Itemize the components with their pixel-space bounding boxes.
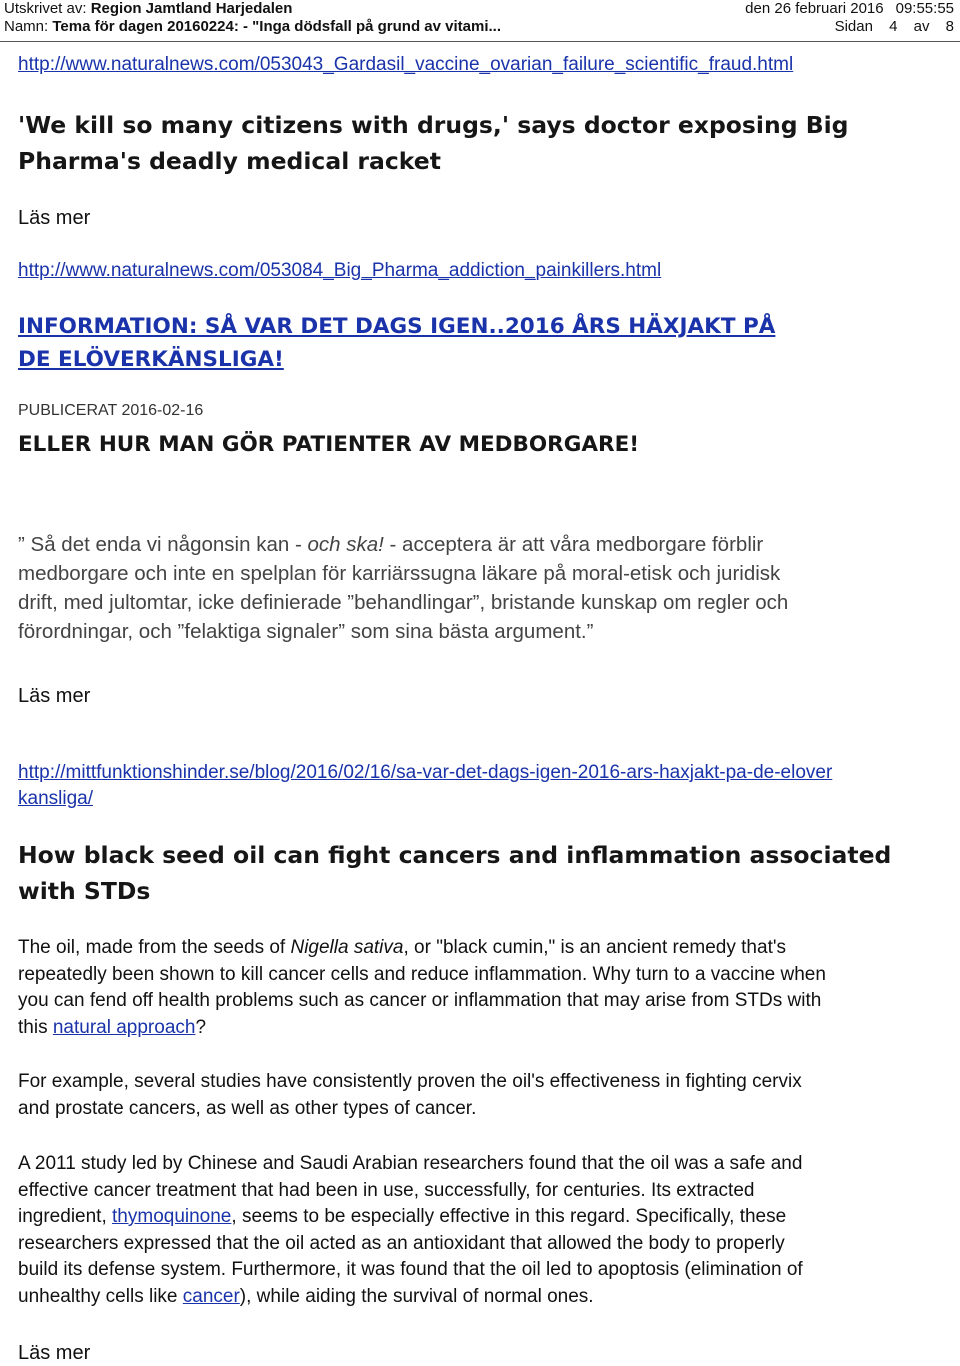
print-header [4,0,954,40]
article-link-painkillers-text[interactable]: http://www.naturalnews.com/053084_Big_Pharma_addiction_painkillers.html [18,260,662,281]
heading-black-seed-oil-line-1: How black seed oil can fight cancers and inflammation associated [18,841,892,869]
paragraph-3-line-2: effective cancer treatment that had been in use, successfully, for centuries. Its extracted [18,1179,755,1201]
heading-patienter-text: ELLER HUR MAN GÖR PATIENTER AV MEDBORGARE! [18,432,640,457]
article-link-mittfunktionshinder-line-2[interactable]: kansliga/ [18,788,93,809]
thymoquinone-link[interactable]: thymoquinone [112,1206,232,1227]
article-link-gardasil-text[interactable]: http://www.naturalnews.com/053043_Gardasil_vaccine_ovarian_failure_scientific_fraud.html [18,54,794,75]
heading-black-seed-oil-line-2: with STDs [18,877,151,905]
print-date: den 26 februari 2016 [745,0,884,17]
read-more-label-1: Läs mer [18,207,91,229]
name-value: Tema för dagen 20160224: - "Inga dödsfall på grund av vitami... [52,18,501,35]
print-header-row-2 [4,18,954,36]
natural-approach-link[interactable]: natural approach [52,1016,196,1038]
paragraph-3-line-4: researchers expressed that the oil acted as an antioxidant that allowed the body to properly [18,1232,785,1254]
paragraph-3-line-3: ingredient, thymoquinone, seems to be especially effective in this regard. Specifically, these [18,1206,787,1227]
species-name: Nigella sativa [290,937,404,958]
page-label: Sidan [834,18,873,35]
print-datetime [741,0,954,18]
page-indicator [831,18,954,36]
quote-line-3: drift, med jultomtar, icke definierade ”behandlingar”, bristande kunskap om regler och [18,591,789,614]
heading-patienter [18,428,954,461]
heading-haxjakt-line-1[interactable]: INFORMATION: SÅ VAR DET DAGS IGEN..2016 ÅRS HÄXJAKT PÅ [18,314,776,339]
read-more-label-2: Läs mer [18,685,91,707]
paragraph-3-line-1: A 2011 study led by Chinese and Saudi Arabian researchers found that the oil was a safe and [18,1153,803,1174]
paragraph-2-line-2: and prostate cancers, as well as other types of cancer. [18,1097,477,1119]
cancer-link[interactable]: cancer [182,1285,240,1307]
heading-big-pharma [18,107,954,179]
page-total: 8 [945,18,954,35]
printed-by [4,0,292,18]
page-current: 4 [889,18,898,35]
paragraph-1-line-4: this natural approach? [18,1016,207,1038]
read-more-label-3: Läs mer [18,1342,91,1364]
heading-haxjakt-line-2[interactable]: DE ELÖVERKÄNSLIGA! [18,347,284,372]
document-name [4,18,501,36]
heading-big-pharma-line-1: 'We kill so many citizens with drugs,' says doctor exposing Big [18,111,849,139]
heading-big-pharma-line-2: Pharma's deadly medical racket [18,147,441,175]
paragraph-1 [18,935,954,1041]
printed-by-value: Region Jamtland Harjedalen [90,0,293,17]
article-link-mittfunktionshinder-line-1[interactable]: http://mittfunktionshinder.se/blog/2016/02/16/sa-var-det-dags-igen-2016-ars-haxjakt-pa-de-elover [18,762,833,783]
paragraph-3-line-5: build its defense system. Furthermore, it was found that the oil led to apoptosis (elimination of [18,1259,803,1280]
quote-line-2: medborgare och inte en spelplan för karriärssugna läkare på moral-etisk och juridisk [18,562,781,585]
print-time: 09:55:55 [895,0,954,17]
heading-haxjakt-link[interactable] [18,310,954,376]
paragraph-3-line-6: unhealthy cells like cancer), while aiding the survival of normal ones. [18,1285,594,1307]
header-divider [0,41,960,42]
print-header-row-1 [4,0,954,18]
published-date: PUBLICERAT 2016-02-16 [18,402,204,419]
quote-italic: och ska! [307,533,384,556]
paragraph-3 [18,1151,954,1310]
name-label: Namn: [4,18,49,35]
article-link-mittfunktionshinder[interactable] [18,760,954,812]
quote-paragraph [18,530,954,646]
heading-black-seed-oil [18,837,954,909]
paragraph-2 [18,1069,954,1122]
quote-line-1: ” Så det enda vi någonsin kan - och ska! - acceptera är att våra medborgare förblir [18,533,764,556]
paragraph-2-line-1: For example, several studies have consistently proven the oil's effectiveness in fighting cervix [18,1071,802,1092]
paragraph-1-line-2: repeatedly been shown to kill cancer cells and reduce inflammation. Why turn to a vaccine when [18,963,826,985]
paragraph-1-line-3: you can fend off health problems such as cancer or inflammation that may arise from STDs with [18,990,822,1011]
quote-line-4: förordningar, och ”felaktiga signaler” som sina bästa argument.” [18,620,594,643]
article-link-gardasil[interactable] [18,52,954,78]
printed-by-label: Utskrivet av: [4,0,87,17]
page-of: av [913,18,930,35]
article-link-painkillers[interactable] [18,258,954,284]
paragraph-1-line-1: The oil, made from the seeds of Nigella sativa, or "black cumin," is an ancient remedy that's [18,937,786,958]
